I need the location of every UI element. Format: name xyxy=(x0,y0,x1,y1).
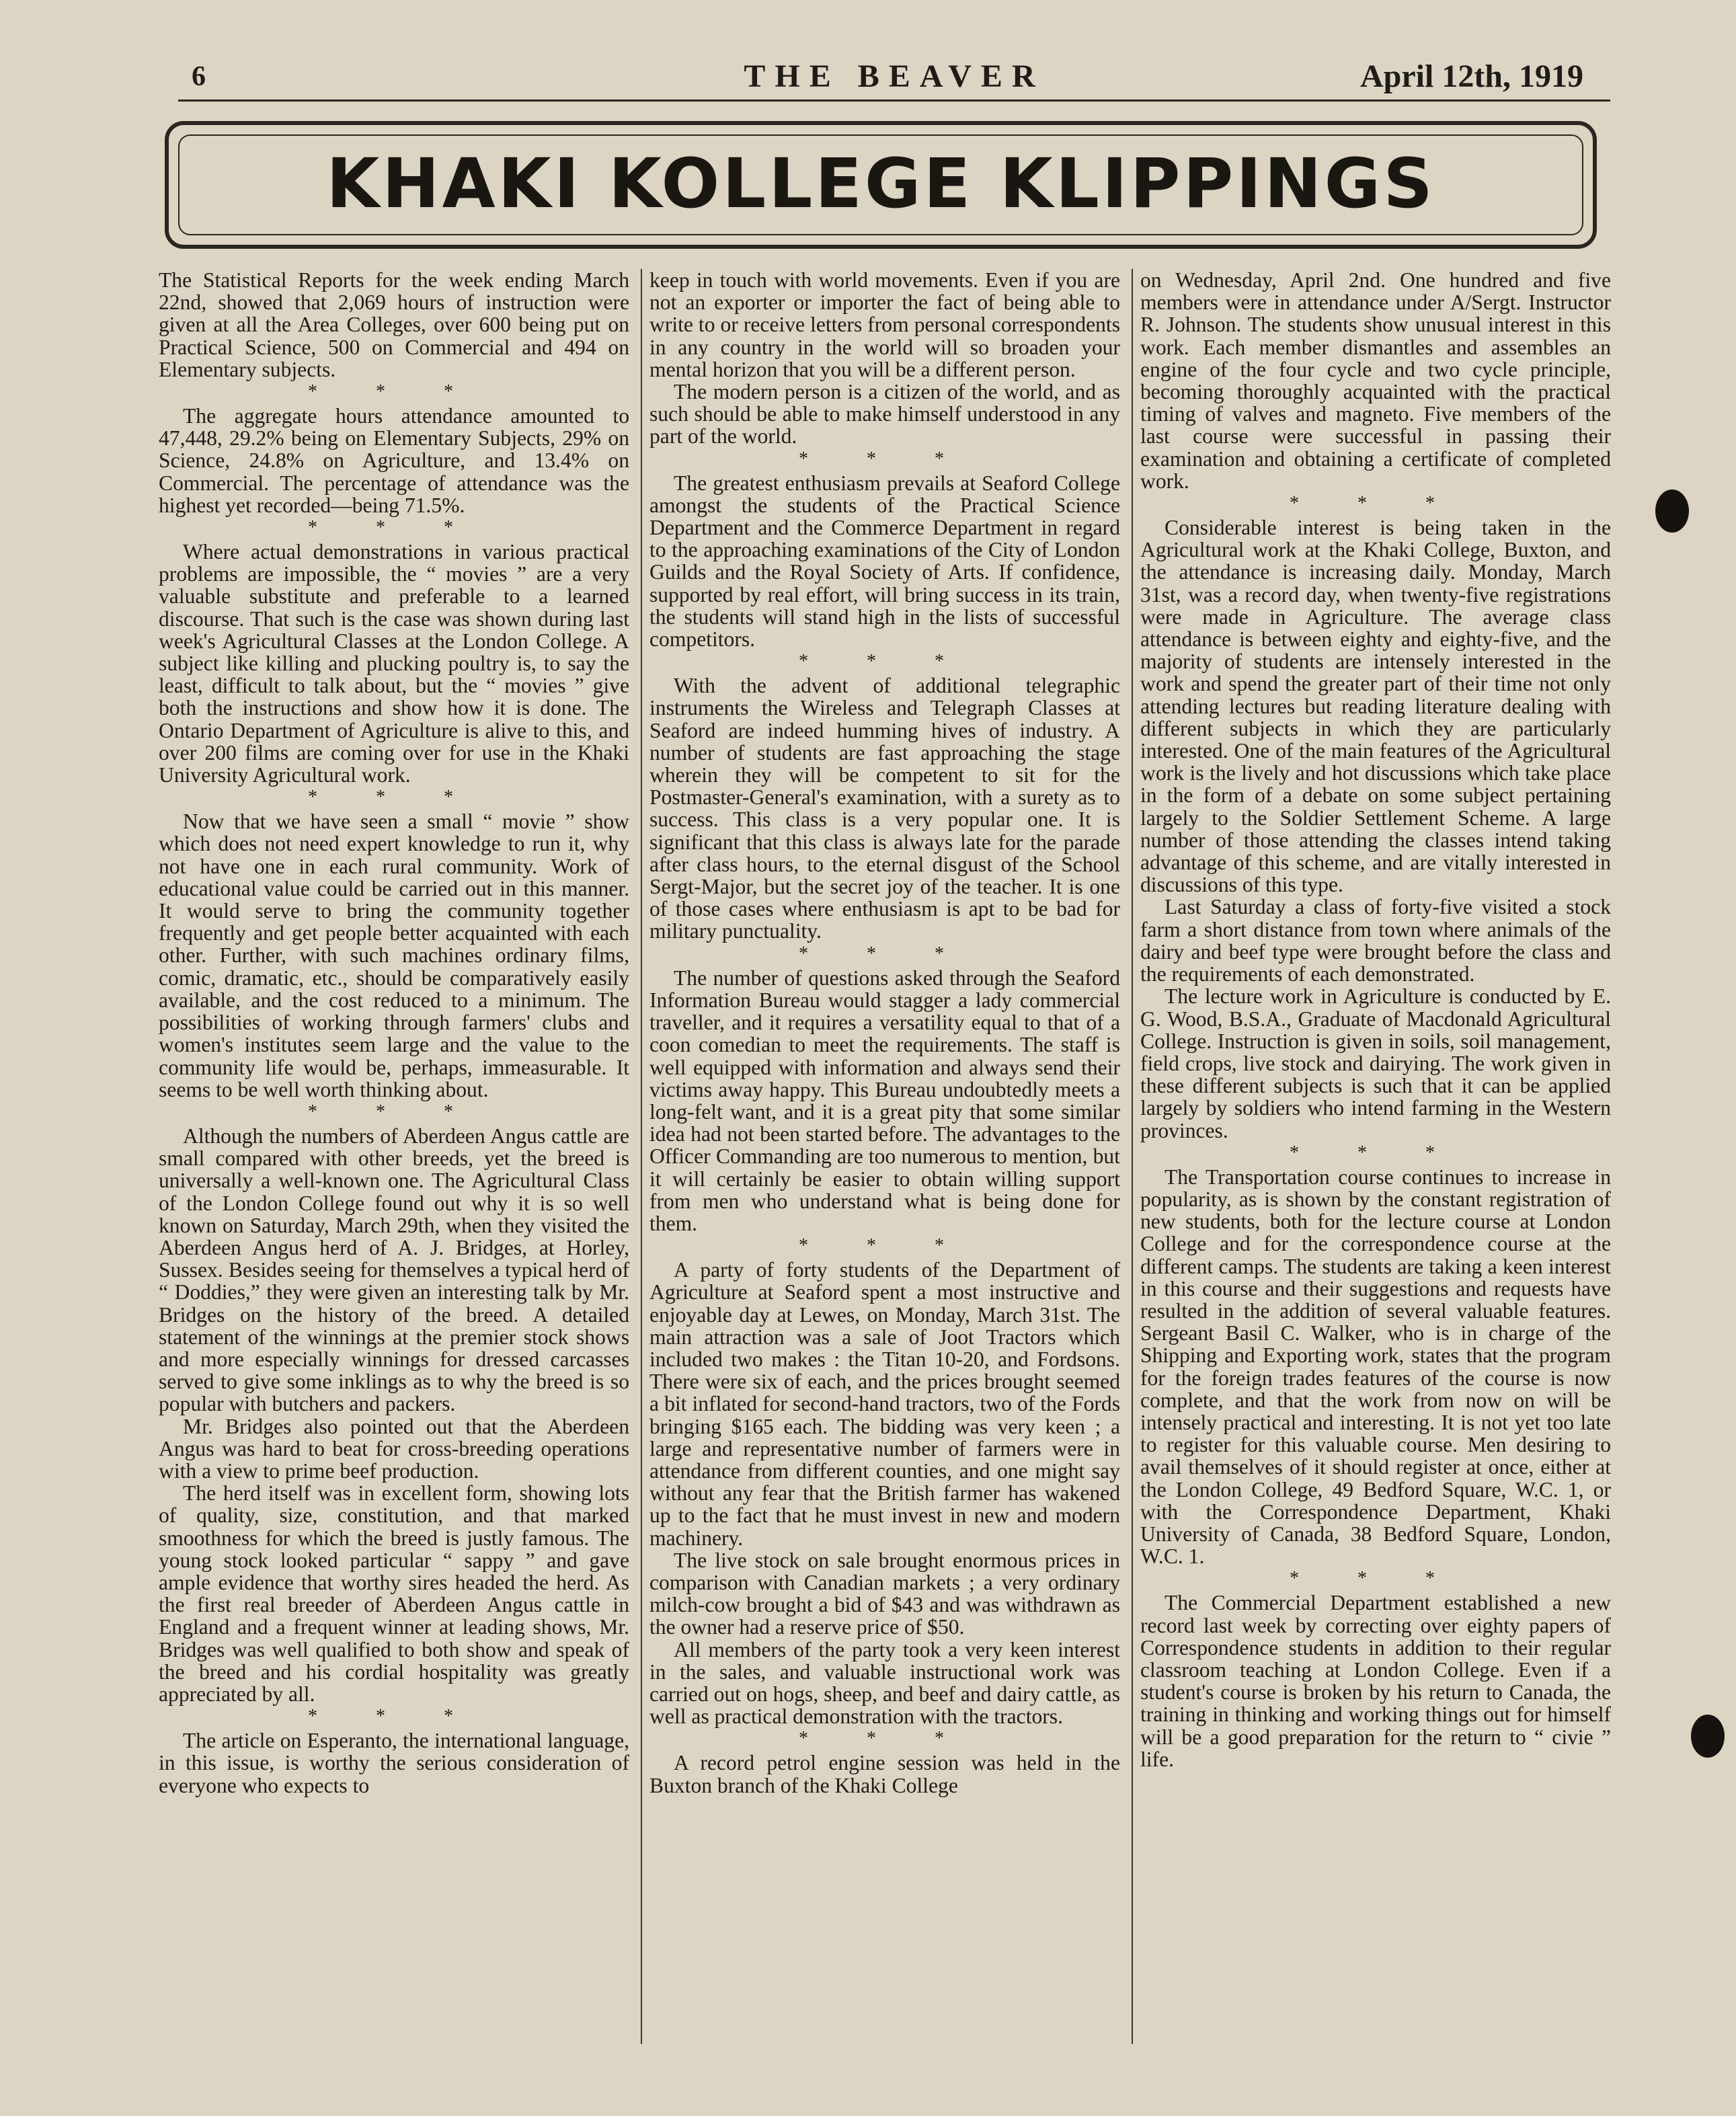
separator: * * * xyxy=(308,1101,480,1122)
paragraph: A record petrol engine session was held in the Buxton branch of the Khaki College xyxy=(649,1751,1120,1797)
paragraph: Considerable interest is being taken in the Agricultural work at the Khaki College, Buxton, and the attendance is increasing daily. Monday, March 31st, was a record day, when twenty-five registrations were made in Agriculture. The average class attendance is between eighty and eighty-five, and the majority of students are intensely interested in the work and spend the greater part of their time not only attending lectures but reading literature dealing with different subjects in which they are particularly interested. One of the main features of the Agricultural work is the lively and hot discussions which take place in the form of a debate on some subject pertaining largely to the Soldier Settlement Scheme. A large number of those attending the classes intend taking advantage of this scheme, and are vitally interested in discussions of this type. xyxy=(1140,516,1611,897)
paragraph: A party of forty students of the Department of Agriculture at Seaford spent a most instructive and enjoyable day at Lewes, on Monday, March 31st. The main attraction was a sale of Joot Tractors which included two makes : the Titan 10-20, and Fordsons. There were six of each, and the prices brought seemed a bit inflated for second-hand tractors, two of the Fords bringing $165 each. The bidding was very keen ; a large and representative number of farmers were in attendance from different counties, and one might say without any fear that the British farmer has wakened up to the fact that he must invest in new and modern machinery. xyxy=(649,1258,1120,1550)
paragraph: The Commercial Department established a new record last week by correcting over eighty papers of Correspondence students in addition to their regular classroom teaching at London College. Even if a student's course is broken by his return to Canada, the training in thinking and working things out for himself will be a good preparation for the return to “ civie ” life. xyxy=(1140,1591,1611,1771)
binding-hole-icon xyxy=(1655,489,1689,533)
separator: * * * xyxy=(799,651,971,672)
paragraph: Where actual demonstrations in various practical problems are impossible, the “ movies ” are a very valuable substitute and preferable to a learned discourse. That such is the case was shown during last week's Agricultural Classes at the London College. A subject like killing and plucking poultry is, to say the least, difficult to talk about, but the “ movies ” give both the instructions and show how it is done. The Ontario Department of Agriculture is alive to this, and over 200 films are coming over for use in the Khaki University Agricultural work. xyxy=(159,540,629,787)
article-column-2 xyxy=(649,269,1120,2044)
separator: * * * xyxy=(308,517,480,539)
paragraph: The number of questions asked through the Seaford Information Bureau would stagger a lady commercial traveller, and it requires a versatility equal to that of a coon comedian to meet the requirements. The staff is well equipped with information and always send their victims away happy. This Bureau undoubtedly meets a long-felt want, and it is a great pity that some similar idea had not been started before. The advantages to the Officer Commanding are too numerous to mention, but it will certainly be easier to obtain willing support from men who understand what is being done for them. xyxy=(649,966,1120,1235)
paragraph: Mr. Bridges also pointed out that the Aberdeen Angus was hard to beat for cross-breeding operations with a view to prime beef production. xyxy=(159,1414,629,1483)
paragraph: All members of the party took a very keen interest in the sales, and valuable instructional work was carried out on hogs, sheep, and beef and dairy cattle, as well as practical demonstration with the tractors. xyxy=(649,1637,1120,1729)
paragraph: The modern person is a citizen of the world, and as such should be able to make himself understood in any part of the world. xyxy=(649,380,1120,448)
paragraph: Last Saturday a class of forty-five visited a stock farm a short distance from town where animals of the dairy and beef type were brought before the class and the requirements of each demonstrated. xyxy=(1140,895,1611,986)
paragraph: The article on Esperanto, the international language, in this issue, is worthy the serious consideration of everyone who expects to xyxy=(159,1729,629,1797)
separator: * * * xyxy=(799,1235,971,1257)
article-column-1 xyxy=(159,269,629,2044)
separator: * * * xyxy=(308,1706,480,1727)
separator: * * * xyxy=(308,787,480,808)
paragraph: on Wednesday, April 2nd. One hundred and five members were in attendance under A/Sergt. Instructor R. Johnson. The students show unusual interest in this work. Each member dismantles and assembles an engine of the four cycle and two cycle principle, becoming thoroughly acquainted with the practical timing of valves and magneto. Five members of the last course were successful in passing their examination and obtaining a certificate of completed work. xyxy=(1140,269,1611,493)
paragraph: keep in touch with world movements. Even if you are not an exporter or importer the fact of being able to write to or receive letters from personal correspondents in any country in the world will so broaden your mental horizon that you will be a different person. xyxy=(649,269,1120,381)
binding-hole-icon xyxy=(1691,1715,1725,1758)
separator: * * * xyxy=(1290,493,1462,514)
column-rule xyxy=(641,269,642,2044)
separator: * * * xyxy=(308,381,480,403)
separator: * * * xyxy=(799,448,971,469)
issue-date: April 12th, 1919 xyxy=(1359,58,1583,94)
page-number: 6 xyxy=(192,61,206,92)
paragraph: The herd itself was in excellent form, showing lots of quality, size, constitution, and that marked smoothness for which the breed is justly famous. The young stock looked particular “ sappy ” and gave ample evidence that worthy sires headed the herd. As the first real breeder of Aberdeen Angus cattle in England and a frequent winner at leading shows, Mr. Bridges was well qualified to both show and speak of the breed and his cordial hospitality was greatly appreciated by all. xyxy=(159,1481,629,1706)
paragraph: The aggregate hours attendance amounted to 47,448, 29.2% being on Elementary Subjects, 29% on Science, 24.8% on Agriculture, and 13.4% on Commercial. The percentage of attendance was the highest yet recorded—being 71.5%. xyxy=(159,404,629,517)
paragraph: The greatest enthusiasm prevails at Seaford College amongst the students of the Practical Science Department and the Commerce Department in regard to the approaching examinations of the City of London Guilds and the Royal Society of Arts. If confidence, supported by real effort, will bring success in its train, the students will stand high in the lists of successful competitors. xyxy=(649,471,1120,652)
paragraph: The live stock on sale brought enormous prices in comparison with Canadian markets ; a very ordinary milch-cow brought a bid of $43 and was withdrawn as the owner had a reserve price of $50. xyxy=(649,1548,1120,1639)
paragraph: With the advent of additional telegraphic instruments the Wireless and Telegraph Classes at Seaford are indeed humming hives of industry. A number of students are fast approaching the stage wherein they will be competent to sit for the Postmaster-General's examination, with a surety as to success. This class is a very popular one. It is significant that this class is always late for the parade after class hours, to the eternal disgust of the School Sergt-Major, but the secret joy of the teacher. It is one of those cases where enthusiasm is apt to be bad for military punctuality. xyxy=(649,674,1120,943)
paragraph: The Statistical Reports for the week ending March 22nd, showed that 2,069 hours of instruction were given at all the Area Colleges, over 600 being put on Practical Science, 500 on Commercial and 494 on Elementary subjects. xyxy=(159,269,629,381)
separator: * * * xyxy=(1290,1142,1462,1163)
paragraph: Although the numbers of Aberdeen Angus cattle are small compared with other breeds, yet the breed is universally a well-known one. The Agricultural Class of the London College found out why it is so well known on Saturday, March 29th, when they visited the Aberdeen Angus herd of A. J. Bridges, at Horley, Sussex. Besides seeing for themselves a typical herd of “ Doddies,” they were given an interesting talk by Mr. Bridges on the history of the breed. A detailed statement of the winnings at the premier stock shows and more especially winnings for dressed carcasses served to give some inklings as to why the breed is so popular with butchers and packers. xyxy=(159,1124,629,1416)
publication-title: THE BEAVER xyxy=(744,58,1045,94)
separator: * * * xyxy=(799,1728,971,1750)
paragraph: The lecture work in Agriculture is conducted by E. G. Wood, B.S.A., Graduate of Macdonald Agricultural College. Instruction is given in soils, soil management, field crops, live stock and dairying. The work given in these different subjects is such that it can be applied largely by soldiers who intend farming in the Western provinces. xyxy=(1140,984,1611,1142)
separator: * * * xyxy=(799,943,971,964)
article-column-3 xyxy=(1140,269,1611,2044)
paragraph: Now that we have seen a small “ movie ” show which does not need expert knowledge to run it, why not have one in each rural community. Work of educational value could be carried out in this manner. It would serve to bring the community together frequently and get people better acquainted with each other. Further, with such machines ordinary films, comic, dramatic, etc., should be comparatively easily available, and the cost reduced to a minimum. The possibilities of working through farmers' clubs and women's institutes seem large and the value to the community life would be, perhaps, immeasurable. It seems to be well worth thinking about. xyxy=(159,810,629,1101)
column-rule xyxy=(1132,269,1133,2044)
section-banner xyxy=(165,121,1597,249)
paragraph: The Transportation course continues to increase in popularity, as is shown by the constant registration of new students, both for the lecture course at London College and for the correspondence course at the different camps. The students are taking a keen interest in this course and their suggestions and requests have resulted in the addition of several valuable features. Sergeant Basil C. Walker, who is in charge of the Shipping and Exporting work, states that the program for the foreign trades features of the course is now complete, and that the work from now on will be intensely practical and interesting. It is not yet too late to register for this valuable course. Men desiring to avail themselves of it should register at once, either at the London College, 49 Bedford Square, W.C. 1, or with the Correspondence Department, Khaki University of Canada, 38 Bedford Square, London, W.C. 1. xyxy=(1140,1165,1611,1569)
separator: * * * xyxy=(1290,1568,1462,1590)
section-title: KHAKI KOLLEGE KLIPPINGS xyxy=(326,144,1435,224)
page-header xyxy=(178,52,1610,102)
